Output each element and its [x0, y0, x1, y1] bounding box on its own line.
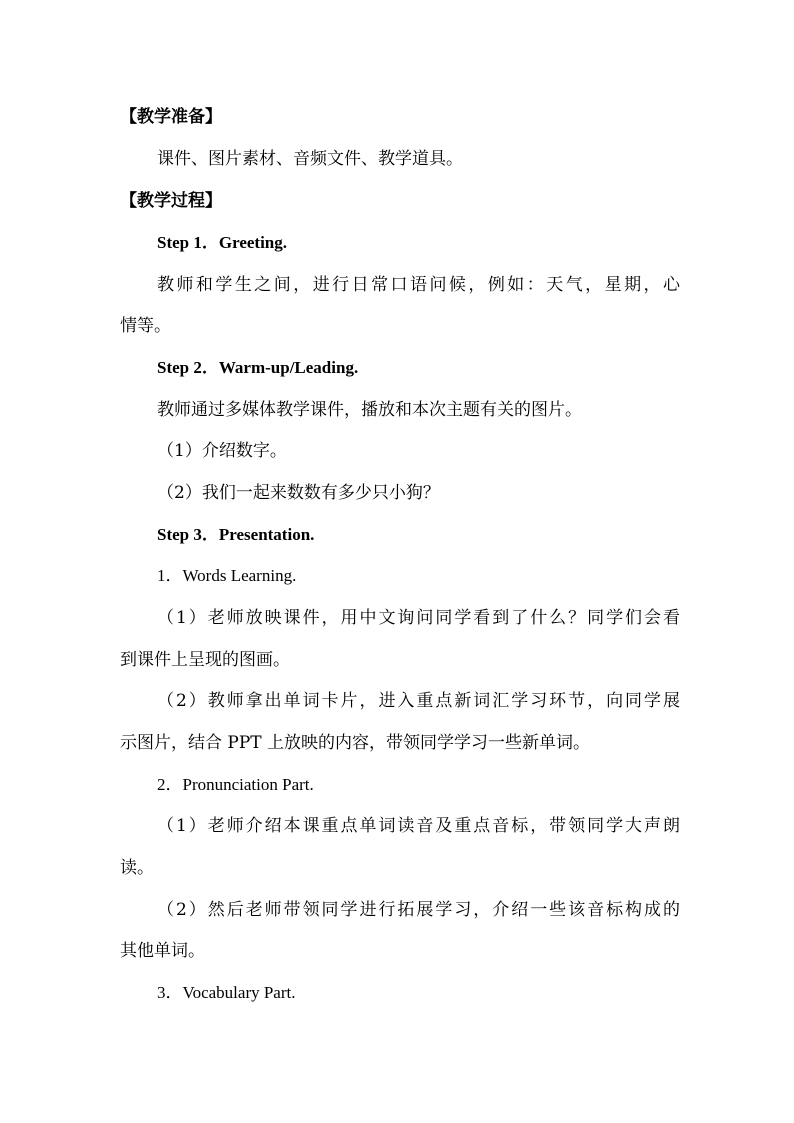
- preparation-heading: 【教学准备】: [120, 107, 222, 127]
- step3-part1-item2-line2: 示图片，结合 PPT 上放映的内容，带领同学学习一些新单词。: [120, 733, 591, 753]
- step3-title: Step 3．Presentation.: [157, 525, 315, 544]
- step3-part1-item2-line1: （2）教师拿出单词卡片，进入重点新词汇学习环节，向同学展: [157, 691, 680, 711]
- step3-part2-item1-line1: （1）老师介绍本课重点单词读音及重点音标，带领同学大声朗: [157, 816, 680, 836]
- step1-text-line1: 教师和学生之间，进行日常口语问候，例如：天气，星期，心: [157, 275, 680, 295]
- step2-title: Step 2．Warm-up/Leading.: [157, 358, 359, 377]
- step2-item2: （2）我们一起来数数有多少只小狗？: [157, 483, 440, 503]
- step1-text-line2: 情等。: [120, 316, 171, 336]
- step3-part2-title: 2．Pronunciation Part.: [157, 775, 314, 794]
- step3-part1-item1-line2: 到课件上呈现的图画。: [120, 650, 290, 670]
- step3-part2-item2-line2: 其他单词。: [120, 941, 205, 961]
- preparation-text: 课件、图片素材、音频文件、教学道具。: [157, 149, 463, 169]
- process-heading: 【教学过程】: [120, 191, 222, 211]
- step3-part2-item1-line2: 读。: [120, 858, 154, 878]
- step3-part1-item1-line1: （1）老师放映课件，用中文询问同学看到了什么？同学们会看: [157, 608, 680, 628]
- step3-part3-title: 3．Vocabulary Part.: [157, 983, 296, 1002]
- step3-part1-title: 1．Words Learning.: [157, 566, 297, 585]
- step3-part2-item2-line1: （2）然后老师带领同学进行拓展学习，介绍一些该音标构成的: [157, 900, 680, 920]
- step2-item1: （1）介绍数字。: [157, 441, 287, 461]
- step2-text: 教师通过多媒体教学课件，播放和本次主题有关的图片。: [157, 400, 582, 420]
- step1-title: Step 1．Greeting.: [157, 233, 288, 252]
